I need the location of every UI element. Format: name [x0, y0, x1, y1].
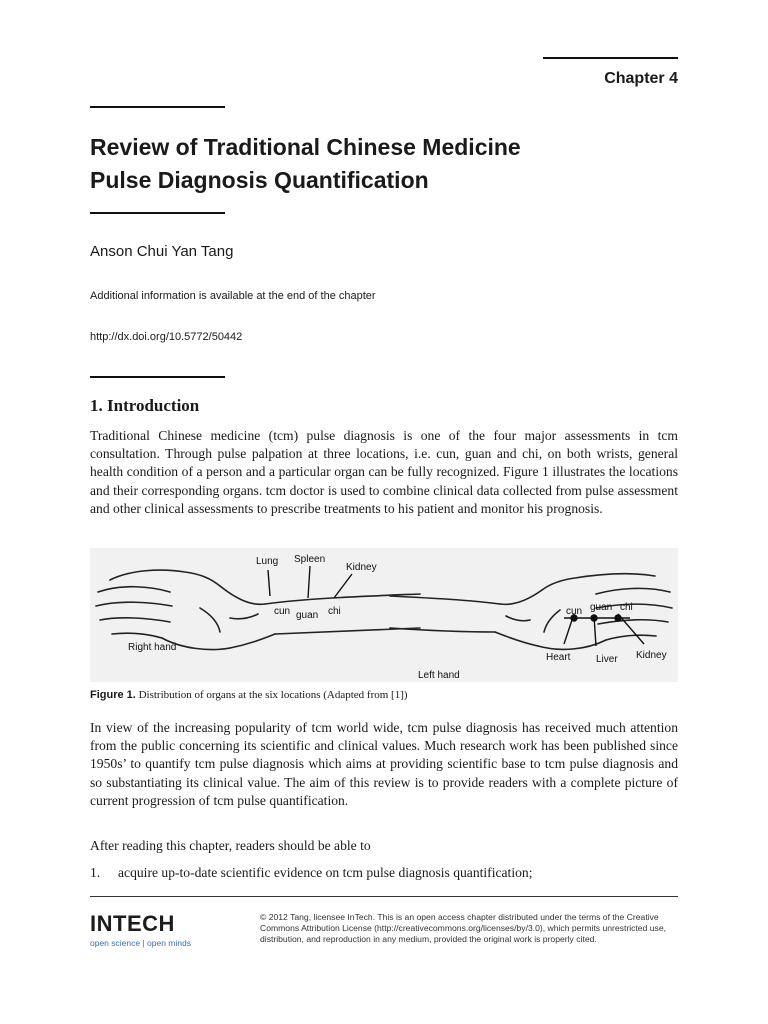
title-top-rule	[90, 106, 225, 108]
section-rule	[90, 376, 225, 378]
left-hand-label: Left hand	[418, 670, 460, 681]
right-hand-drawing	[96, 570, 420, 649]
paragraph-objectives: After reading this chapter, readers should be able to	[90, 838, 371, 853]
intech-logo	[90, 912, 220, 948]
left-organ-kidney: Kidney	[636, 650, 667, 661]
left-organ-heart: Heart	[546, 652, 571, 663]
right-location-chi: chi	[328, 606, 341, 617]
doi-link[interactable]: http://dx.doi.org/10.5772/50442	[90, 331, 243, 343]
chapter-label: Chapter 4	[604, 70, 678, 87]
section-heading: 1. Introduction	[90, 396, 200, 415]
right-hand-label: Right hand	[128, 642, 177, 653]
right-organ-spleen: Spleen	[294, 554, 326, 565]
list-item-text: acquire up-to-date scientific evidence on tcm pulse diagnosis quantification;	[118, 865, 533, 880]
title-bottom-rule	[90, 212, 225, 214]
figure-caption	[90, 689, 408, 701]
left-organ-liver: Liver	[596, 654, 618, 665]
right-organ-lung: Lung	[256, 556, 279, 567]
additional-info: Additional information is available at the end of the chapter	[90, 290, 376, 302]
right-location-cun: cun	[274, 606, 291, 617]
list-item	[90, 864, 678, 882]
title-line-1: Review of Traditional Chinese Medicine	[90, 134, 521, 160]
chapter-rule	[543, 57, 678, 59]
title-line-2: Pulse Diagnosis Quantification	[90, 167, 429, 193]
left-location-chi: chi	[620, 602, 633, 613]
figure-hands-diagram	[90, 548, 678, 682]
paragraph-popularity: In view of the increasing popularity of tcm world wide, tcm pulse diagnosis has received much attention from the public concerning its scientific and clinical values. Much research work has been published since 1950s’ to quantify tcm pulse diagnosis which aims at providing scientific base to tcm pulse diagnosis and so substantiating its clinical value. The aim of this review is to provide readers with a complete picture of current progression of tcm pulse quantification.	[90, 720, 678, 808]
paragraph-intro: Traditional Chinese medicine (tcm) pulse diagnosis is one of the four major assessments in tcm consultation. Through pulse palpation at three locations, i.e. cun, guan and chi, on both wrists, general health condition of a person and a particular organ can be fully recognized. Figure 1 illustrates the locations and their corresponding organs. tcm doctor is used to combine clinical data collected from pulse assessment and other clinical assessments to prescribe treatments to his patient and monitor his prognosis.	[90, 428, 678, 516]
footer-rule	[90, 896, 678, 897]
hands-illustration	[90, 548, 678, 682]
right-location-guan: guan	[296, 610, 319, 621]
right-organ-kidney: Kidney	[346, 562, 377, 573]
author-name: Anson Chui Yan Tang	[90, 243, 234, 260]
left-location-cun: cun	[566, 606, 583, 617]
left-location-guan: guan	[590, 602, 613, 613]
logo-tagline: open science | open minds	[90, 938, 191, 948]
list-item-number: 1.	[90, 865, 101, 880]
logo-text: INTECH	[90, 911, 175, 936]
license-text: © 2012 Tang, licensee InTech. This is an open access chapter distributed under the terms of the Creative Commons Attribution License (http://creativecommons.org/licenses/by/3.0), which permits unrestricted use, distribution, and reproduction in any medium, provided the original work is properly cited.	[260, 912, 666, 944]
figure-caption-label: Figure 1.	[90, 689, 136, 701]
figure-caption-text: Distribution of organs at the six locations (Adapted from [1])	[138, 689, 408, 701]
page-title	[90, 131, 690, 197]
